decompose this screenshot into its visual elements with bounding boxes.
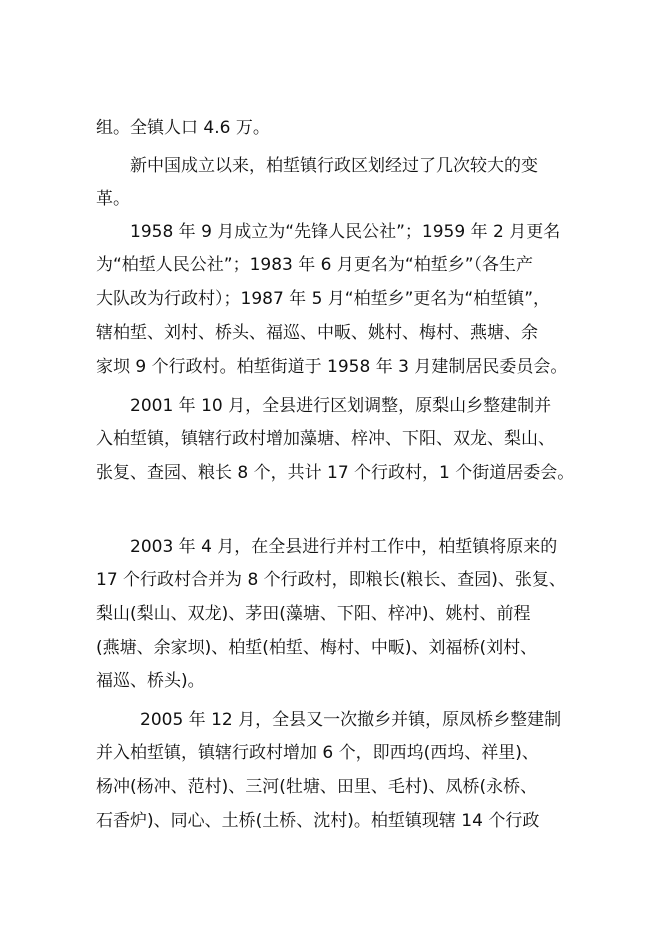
text-line-3: 革。	[96, 189, 130, 209]
text-line-9: 2001 年 10 月，全县进行区划调整，原梨山乡整建制并	[130, 396, 552, 416]
text-line-7: 辖柏埑、刘村、桥头、福巡、中畈、姚村、梅村、燕塘、余	[96, 323, 538, 343]
text-line-16: 福巡、桥头)。	[96, 671, 205, 691]
text-line-1: 组。全镇人口 4.6 万。	[96, 118, 270, 138]
text-line-18: 并入柏埑镇，镇辖行政村增加 6 个，即西坞(西坞、祥里)、	[96, 743, 539, 763]
text-line-2: 新中国成立以来，柏埑镇行政区划经过了几次较大的变	[130, 156, 538, 176]
text-line-5: 为“柏埑人民公社”；1983 年 6 月更名为“柏埑乡”（各生产	[96, 255, 534, 275]
text-line-15: (燕塘、余家坝)、柏埑(柏埑、梅村、中畈)、刘福桥(刘村、	[96, 638, 538, 658]
text-line-17: 2005 年 12 月，全县又一次撤乡并镇，原凤桥乡整建制	[140, 710, 562, 730]
text-line-14: 梨山(梨山、双龙)、茅田(藻塘、下阳、梓冲)、姚村、前程	[96, 604, 531, 624]
text-line-6: 大队改为行政村）；1987 年 5 月“柏埑乡”更名为“柏埑镇”，	[96, 289, 551, 309]
text-line-13: 17 个行政村合并为 8 个行政村，即粮长(粮长、查园)、张复、	[96, 570, 566, 590]
text-line-4: 1958 年 9 月成立为“先锋人民公社”；1959 年 2 月更名	[130, 222, 561, 242]
text-line-19: 杨冲(杨冲、范村)、三河(牡塘、田里、毛村)、凤桥(永桥、	[96, 777, 538, 797]
text-line-20: 石香炉)、同心、土桥(土桥、沈村)。柏埑镇现辖 14 个行政	[96, 811, 540, 831]
text-line-8: 家坝 9 个行政村。柏埑街道于 1958 年 3 月建制居民委员会。	[96, 357, 568, 377]
text-line-11: 张复、查园、粮长 8 个，共计 17 个行政村，1 个街道居委会。	[96, 463, 575, 483]
text-line-10: 入柏埑镇，镇辖行政村增加藻塘、梓冲、下阳、双龙、梨山、	[96, 429, 555, 449]
text-line-12: 2003 年 4 月，在全县进行并村工作中，柏埑镇将原来的	[130, 537, 558, 557]
